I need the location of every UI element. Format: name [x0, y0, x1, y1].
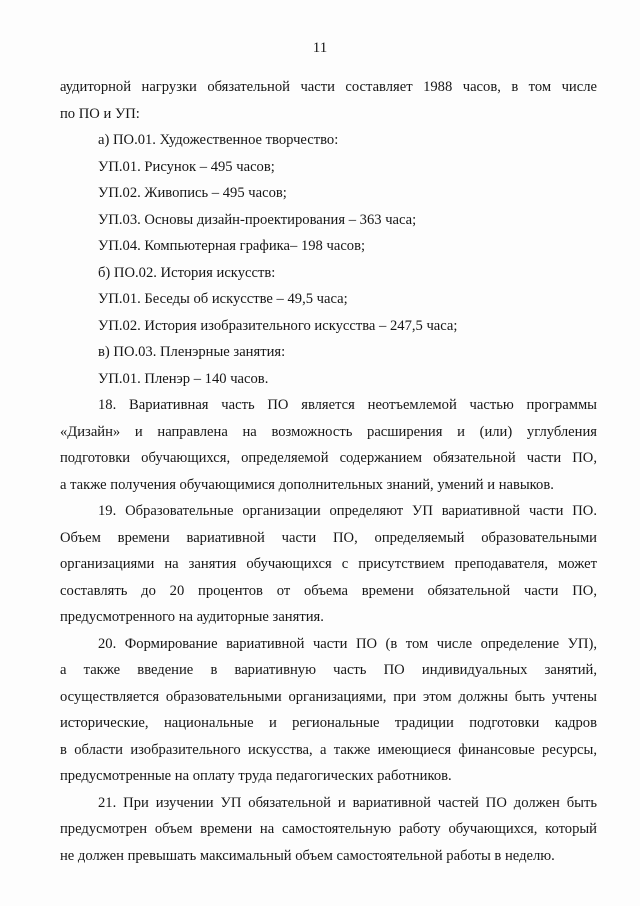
- text-line: в) ПО.03. Пленэрные занятия:: [98, 344, 286, 360]
- text-line: УП.04. Компьютерная графика– 198 часов;: [98, 238, 366, 254]
- text-line: не должен превышать максимальный объем самостоятельной работы в неделю.: [60, 847, 555, 864]
- text-line: УП.01. Беседы об искусстве – 49,5 часа;: [98, 291, 348, 307]
- text-line: 18. Вариативная часть ПО является неотъемлемой частью программы: [98, 397, 597, 413]
- text-line: УП.03. Основы дизайн-проектирования – 363 часа;: [98, 211, 417, 228]
- document-body: [60, 74, 597, 869]
- text-line: предусмотрен объем времени на самостоятельную работу обучающихся, который: [60, 821, 597, 837]
- text-line: 21. При изучении УП обязательной и вариативной частей ПО должен быть: [98, 794, 597, 811]
- text-line: подготовки обучающихся, определяемой содержанием обязательной части ПО,: [60, 450, 597, 466]
- text-line: 19. Образовательные организации определяют УП вариативной части ПО.: [98, 503, 597, 519]
- text-line: предусмотренного на аудиторные занятия.: [60, 609, 324, 625]
- text-line: УП.01. Рисунок – 495 часов;: [98, 158, 275, 175]
- text-line: в области изобразительного искусства, а также имеющиеся финансовые ресурсы,: [60, 741, 597, 758]
- text-line: аудиторной нагрузки обязательной части составляет 1988 часов, в том числе: [60, 79, 597, 95]
- text-line: УП.02. Живопись – 495 часов;: [98, 185, 287, 201]
- text-line: осуществляется образовательными организациями, при этом должны быть учтены: [60, 688, 597, 705]
- text-line: б) ПО.02. История искусств:: [98, 264, 276, 281]
- text-line: а также получения обучающимися дополнительных знаний, умений и навыков.: [60, 476, 554, 493]
- text-line: а) ПО.01. Художественное творчество:: [98, 132, 339, 148]
- text-line: Объем времени вариативной части ПО, определяемый образовательными: [60, 529, 597, 546]
- text-line: по ПО и УП:: [60, 105, 140, 122]
- text-line: «Дизайн» и направлена на возможность расширения и (или) углубления: [60, 423, 597, 440]
- text-line: исторические, национальные и региональные традиции подготовки кадров: [60, 715, 597, 731]
- text-line: УП.02. История изобразительного искусства – 247,5 часа;: [98, 317, 458, 334]
- text-line: организациями на занятия обучающихся с присутствием преподавателя, может: [60, 556, 597, 572]
- text-line: составлять до 20 процентов от объема времени обязательной части ПО,: [60, 582, 597, 599]
- page-number: 11: [312, 40, 328, 56]
- text-line: 20. Формирование вариативной части ПО (в том числе определение УП),: [98, 635, 597, 652]
- text-line: УП.01. Пленэр – 140 часов.: [98, 370, 269, 387]
- text-line: предусмотренные на оплату труда педагогических работников.: [60, 768, 452, 784]
- text-line: а также введение в вариативную часть ПО индивидуальных занятий,: [60, 662, 597, 678]
